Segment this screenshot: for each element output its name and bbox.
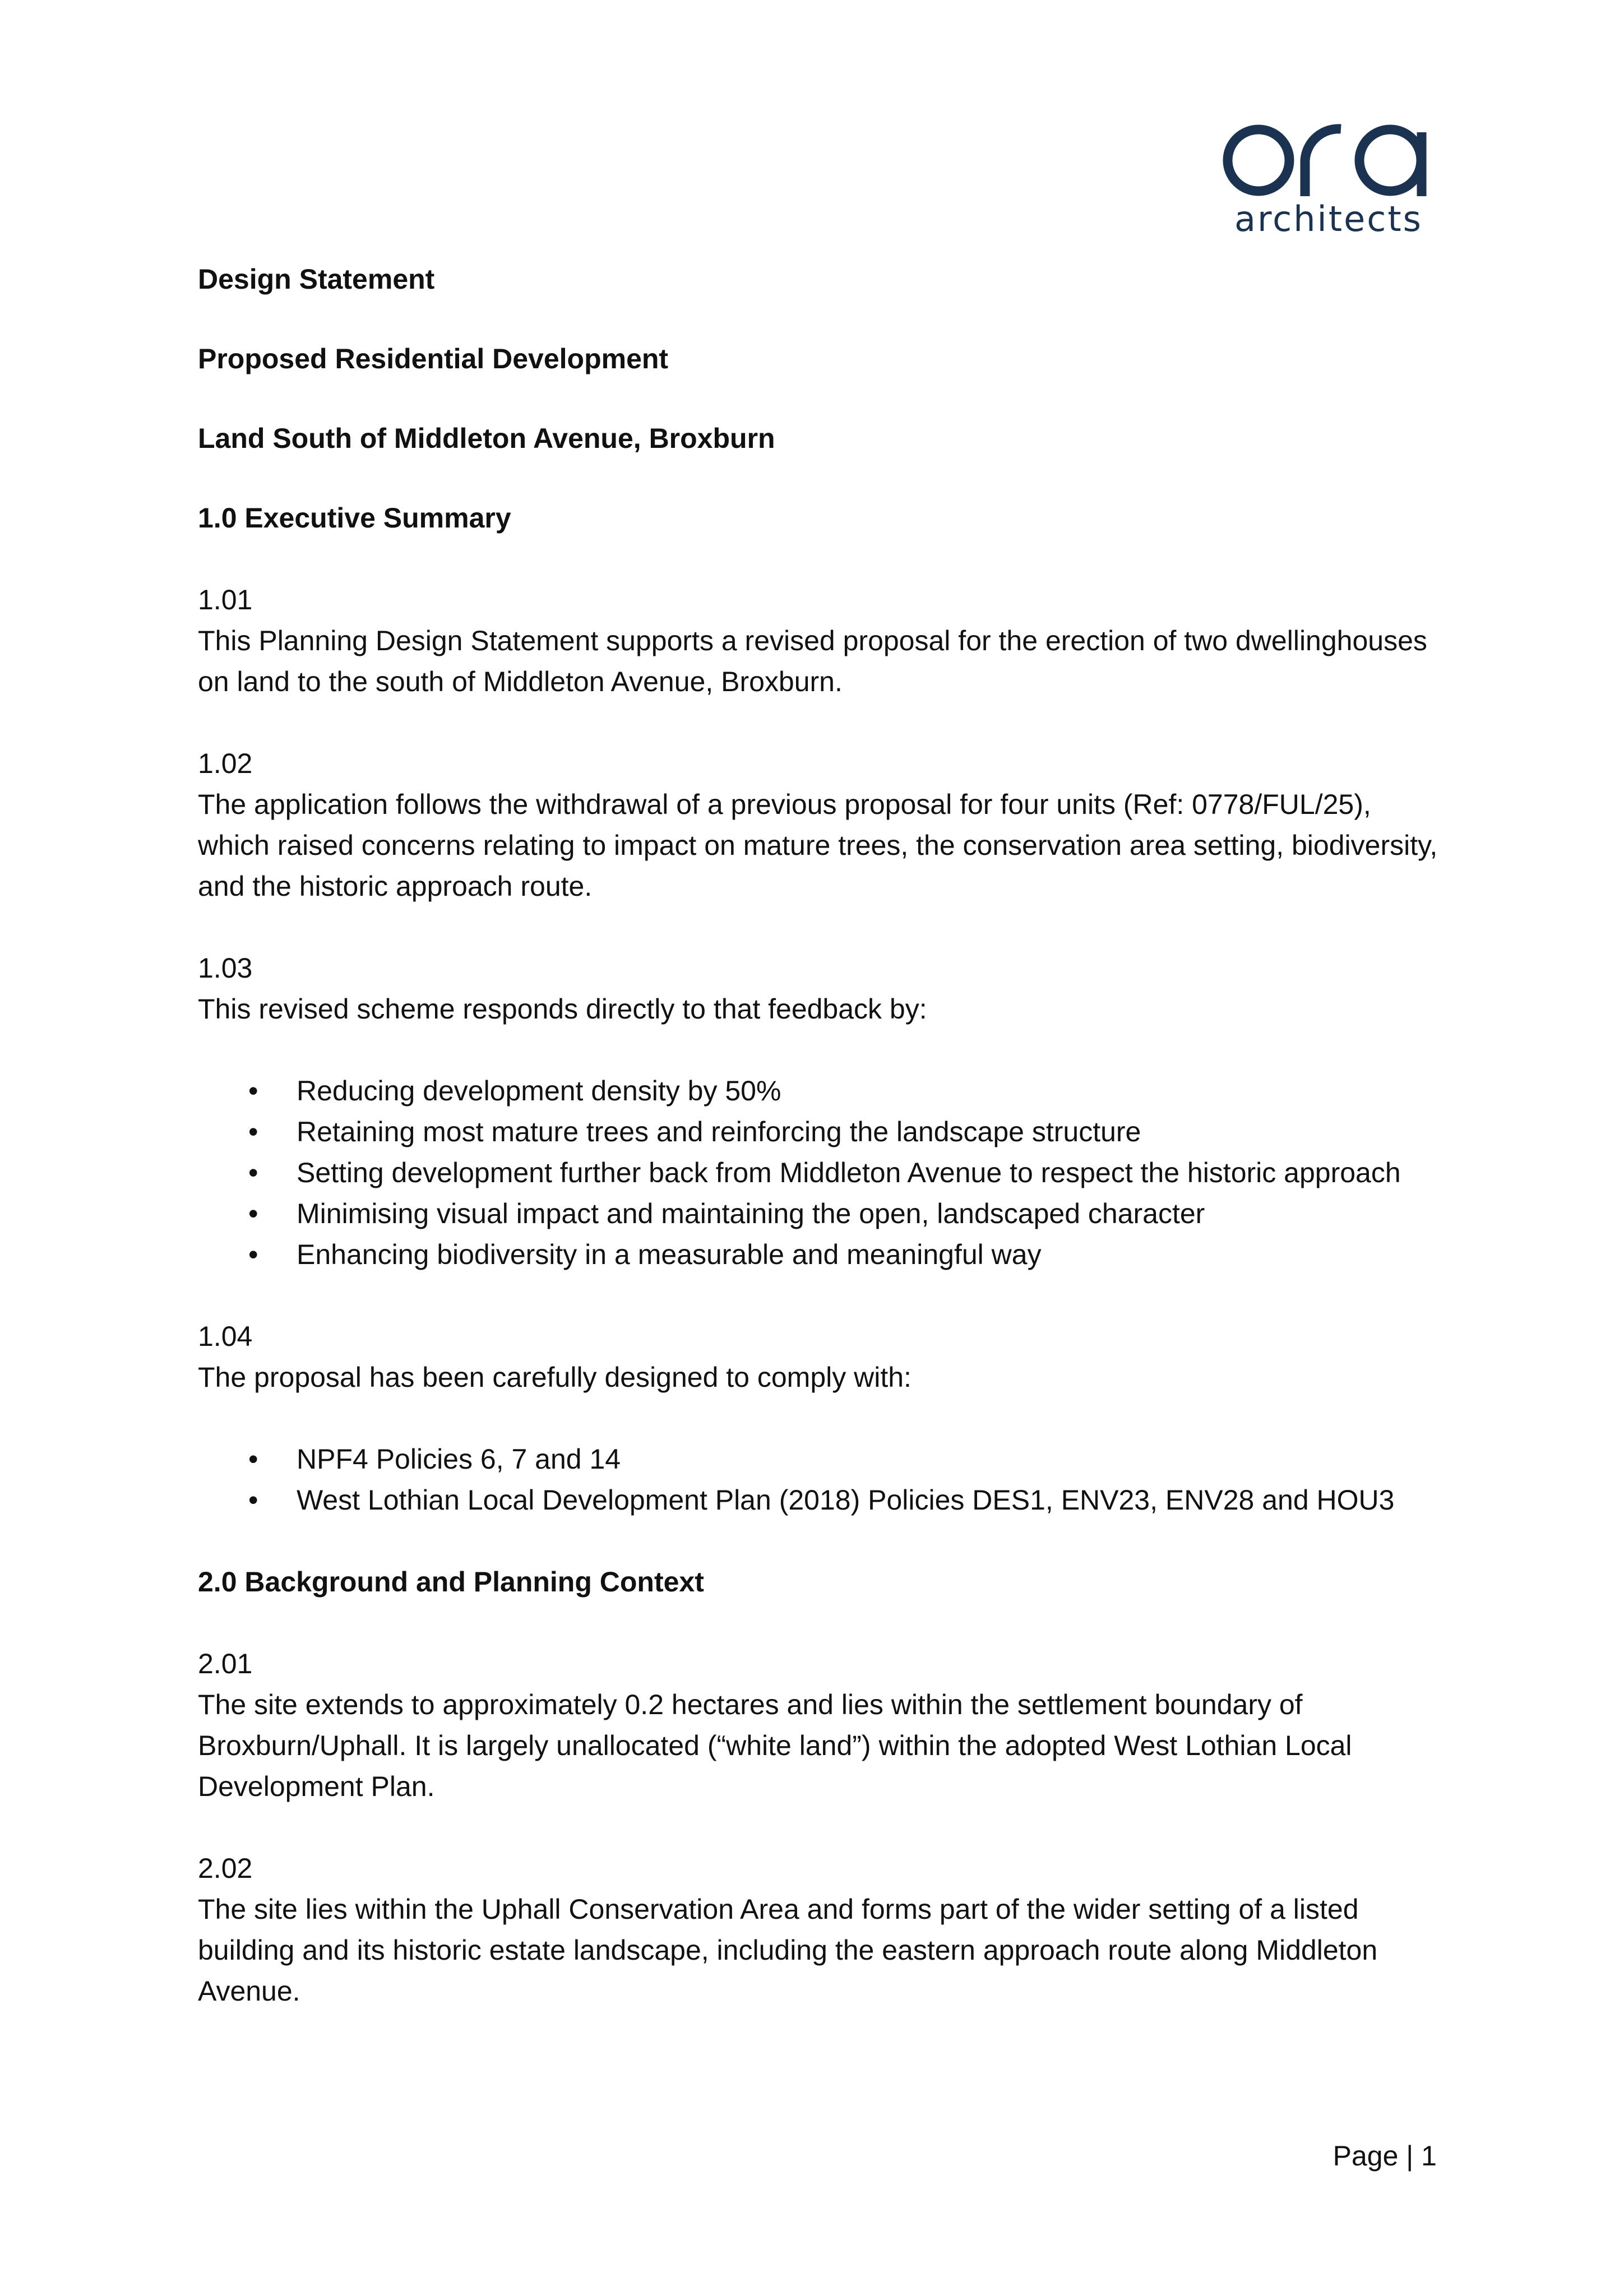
logo-wordmark: architects — [1234, 198, 1423, 239]
paragraph-number: 2.01 — [198, 1648, 253, 1679]
site-title: Land South of Middleton Avenue, Broxburn — [198, 423, 775, 454]
company-logo — [1222, 112, 1435, 247]
ora-logo-mark — [1222, 112, 1435, 202]
bullet-icon: • — [248, 1443, 258, 1475]
list-item: • Reducing development density by 50% — [198, 1071, 1442, 1112]
paragraph-number: 1.01 — [198, 584, 253, 615]
paragraph-number: 1.03 — [198, 952, 253, 984]
section-heading-executive-summary: 1.0 Executive Summary — [198, 502, 511, 534]
paragraph-text: The application follows the withdrawal of a previous proposal for four units (Ref: 0778/FUL/25), which raised concerns relating to impact on mature trees, the conservation area setting, biodiversity, and the historic approach route. — [198, 789, 1438, 902]
bullet-icon: • — [248, 1116, 258, 1147]
bullet-list-1-04 — [198, 1439, 1442, 1521]
paragraph-2-01 — [198, 1644, 1442, 1807]
list-item: • West Lothian Local Development Plan (2018) Policies DES1, ENV23, ENV28 and HOU3 — [198, 1480, 1442, 1521]
list-item: • Enhancing biodiversity in a measurable and meaningful way — [198, 1234, 1442, 1275]
paragraph-text: The proposal has been carefully designed to comply with: — [198, 1362, 912, 1393]
list-item: • Setting development further back from Middleton Avenue to respect the historic approach — [198, 1152, 1442, 1193]
paragraph-1-02 — [198, 743, 1442, 907]
paragraph-1-01 — [198, 580, 1442, 702]
paragraph-1-03 — [198, 948, 1442, 1030]
bullet-icon: • — [248, 1239, 258, 1270]
bullet-icon: • — [248, 1198, 258, 1229]
list-item: • NPF4 Policies 6, 7 and 14 — [198, 1439, 1442, 1480]
paragraph-number: 1.02 — [198, 748, 253, 779]
section-heading-background: 2.0 Background and Planning Context — [198, 1566, 704, 1598]
document-body — [198, 259, 1442, 2053]
document-subtitle: Proposed Residential Development — [198, 343, 669, 374]
paragraph-text: This Planning Design Statement supports a revised proposal for the erection of two dwellinghouses on land to the south of Middleton Avenue, Broxburn. — [198, 625, 1427, 697]
list-item: • Minimising visual impact and maintaining the open, landscaped character — [198, 1193, 1442, 1234]
paragraph-text: This revised scheme responds directly to that feedback by: — [198, 993, 927, 1025]
page-number: Page | 1 — [1332, 2140, 1437, 2172]
paragraph-number: 2.02 — [198, 1853, 253, 1884]
bullet-list-1-03 — [198, 1071, 1442, 1275]
bullet-icon: • — [248, 1484, 258, 1516]
bullet-icon: • — [248, 1075, 258, 1107]
bullet-icon: • — [248, 1157, 258, 1188]
paragraph-1-04 — [198, 1316, 1442, 1398]
paragraph-number: 1.04 — [198, 1321, 253, 1352]
paragraph-text: The site extends to approximately 0.2 hectares and lies within the settlement boundary of Broxburn/Uphall. It is largely unallocated (“white land”) within the adopted West Lothian Local Development Plan. — [198, 1689, 1352, 1802]
document-title: Design Statement — [198, 263, 435, 295]
list-item: • Retaining most mature trees and reinforcing the landscape structure — [198, 1112, 1442, 1152]
paragraph-text: The site lies within the Uphall Conservation Area and forms part of the wider setting of a listed building and its historic estate landscape, including the eastern approach route along Middleton Avenue. — [198, 1894, 1378, 2007]
paragraph-2-02 — [198, 1848, 1442, 2012]
